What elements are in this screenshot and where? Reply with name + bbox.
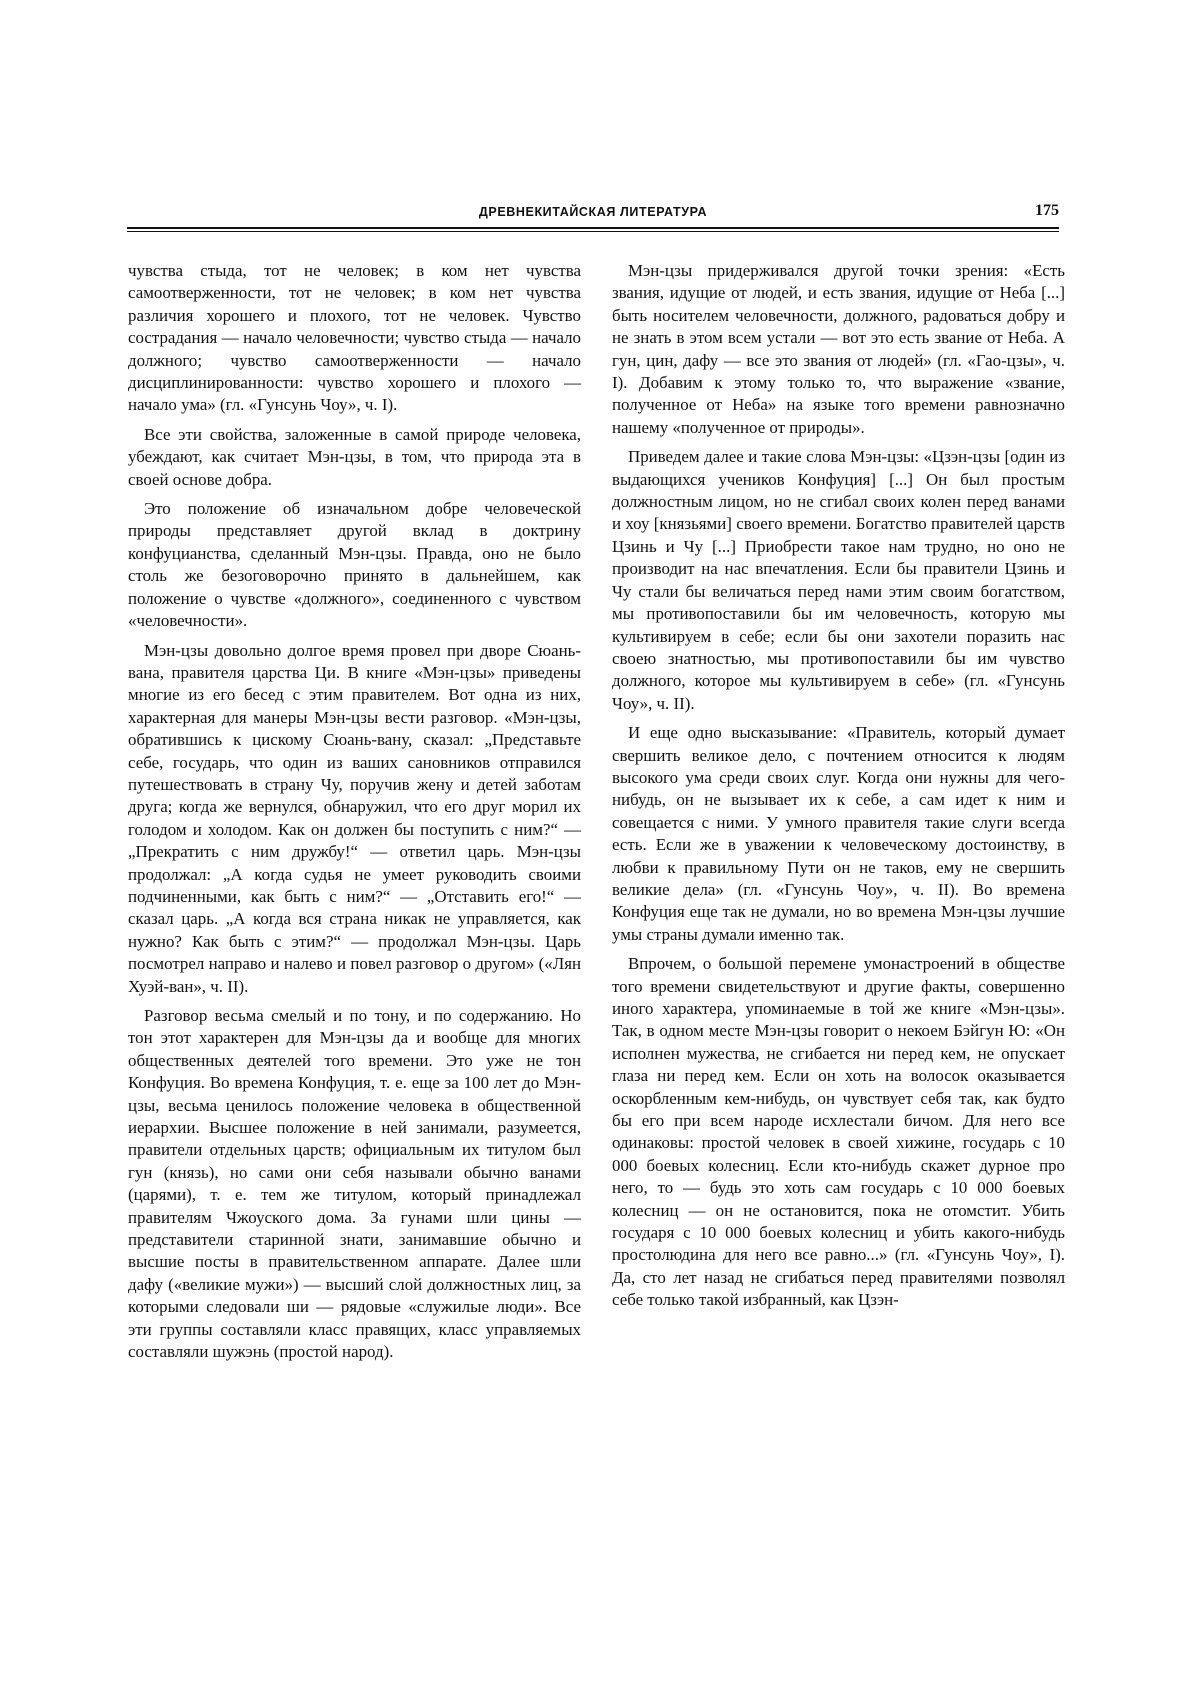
running-header-title: ДРЕВНЕКИТАЙСКАЯ ЛИТЕРАТУРА: [478, 205, 708, 219]
paragraph: Разговор весьма смелый и по тону, и по содержанию. Но тон этот характерен для Мэн-цзы да и вообще для многих общественных деятелей того времени. Это уже не тон Конфуция. Во времена Конфуция, т. е. еще за 100 лет до Мэн-цзы, весьма ценилось положение человека в общественной иерархии. Высшее положение в ней занимали, разумеется, правители отдельных царств; официальным их титулом был гун (князь), но сами они себя называли обычно ванами (царями), т. е. тем же титулом, который принадлежал правителям Чжоуского дома. За гунами шли цины — представители старинной знати, занимавшие обычно и высшие посты в правительственном аппарате. Далее шли дафу («великие мужи») — высший слой должностных лиц, за которыми следовали ши — рядовые «служилые люди». Все эти группы составляли класс правящих, класс управляемых составляли шужэнь (простой народ).: [128, 1006, 581, 1362]
page-number: 175: [1035, 202, 1059, 219]
right-column: [612, 260, 1065, 1319]
paragraph: Приведем далее и такие слова Мэн-цзы: «Цзэн-цзы [один из выдающихся учеников Конфуция] [...] Он был простым должностным лицом, но не сгибал своих колен перед ванами и хоу [князьями] своего времени. Богатство правителей царств Цзинь и Чу [...] Приобрести такое нам трудно, но оно не производит на нас впечатления. Если бы правители Цзинь и Чу стали бы величаться перед нами этим своим богатством, мы противопоставили бы им человечность, которую мы культивируем в себе; если бы они захотели поразить нас своею знатностью, мы противопоставили бы им чувство должного, которое мы культивируем в себе» (гл. «Гунсунь Чоу», ч. II).: [612, 447, 1065, 713]
paragraph: Мэн-цзы довольно долгое время провел при дворе Сюань-вана, правителя царства Ци. В книге «Мэн-цзы» приведены многие из его бесед с этим правителем. Вот одна из них, характерная для манеры Мэн-цзы вести разговор. «Мэн-цзы, обратившись к цискому Сюань-вану, сказал: „Представьте себе, государь, что один из ваших сановников отправился путешествовать в страну Чу, поручив жену и детей заботам друга; когда же вернулся, обнаружил, что его друг морил их голодом и холодом. Как он должен бы поступить с ним?“ — „Прекратить с ним дружбу!“ — ответил царь. Мэн-цзы продолжал: „А когда судья не умеет руководить своими подчиненными, как быть с ним?“ — „Отставить его!“ — сказал царь. „А когда вся страна никак не управляется, как нужно? Как быть с этим?“ — продолжал Мэн-цзы. Царь посмотрел направо и налево и повел разговор о другом» («Лян Хуэй-ван», ч. II).: [128, 640, 581, 996]
paragraph: Впрочем, о большой перемене умонастроений в обществе того времени свидетельствуют и другие факты, совершенно иного характера, упоминаемые в той же книге «Мэн-цзы». Так, в одном месте Мэн-цзы говорит о некоем Бэйгун Ю: «Он исполнен мужества, не сгибается ни перед кем, не опускает глаза ни перед кем. Если он хоть на волосок оказывается оскорбленным кем-нибудь, он чувствует себя так, как будто бы его при всем народе исхлестали бичом. Для него все одинаковы: простой человек в своей хижине, государь с 10 000 боевых колесниц. Если кто-нибудь скажет дурное про него, то — будь это хоть сам государь с 10 000 боевых колесниц — он не остановится, пока не отомстит. Убить государя с 10 000 боевых колесниц и убить какого-нибудь простолюдина для него все равно...» (гл. «Гунсунь Чоу», I). Да, сто лет назад не сгибаться перед правителями позволял себе только такой избранный, как Цзэн-: [612, 954, 1065, 1310]
running-header: [127, 202, 1059, 227]
paragraph: чувства стыда, тот не человек; в ком нет чувства самоотверженности, тот не человек; в ком нет чувства различия хорошего и плохого, тот не человек. Чувство сострадания — начало человечности; чувство стыда — начало должного; чувство самоотверженности — начало дисциплинированности: чувство хорошего и плохого — начало ума» (гл. «Гунсунь Чоу», ч. I).: [128, 261, 581, 415]
header-rule: [127, 227, 1059, 232]
left-column: [128, 260, 581, 1371]
paragraph: Это положение об изначальном добре человеческой природы представляет другой вклад в доктрину конфуцианства, сделанный Мэн-цзы. Правда, оно не было столь же безоговорочно принято в дальнейшем, как положение о чувстве «должного», соединенного с чувством «человечности».: [128, 499, 581, 631]
paragraph: Все эти свойства, заложенные в самой природе человека, убеждают, как считает Мэн-цзы, в том, что природа эта в своей основе добра.: [128, 424, 581, 489]
paragraph: Мэн-цзы придерживался другой точки зрения: «Есть звания, идущие от людей, и есть звания, идущие от Неба [...] быть носителем человечности, должного, радоваться добру и не знать в этом всем устали — вот это есть звание от Неба. А гун, цин, дафу — все это звания от людей» (гл. «Гао-цзы», ч. I). Добавим к этому только то, что выражение «звание, полученное от Неба» на языке того времени равнозначно нашему «полученное от природы».: [612, 261, 1065, 437]
paragraph: И еще одно высказывание: «Правитель, который думает свершить великое дело, с почтением относится к людям высокого ума среди своих слуг. Когда они нужны для чего-нибудь, он не вызывает их к себе, а сам идет к ним и совещается с ними. У умного правителя такие слуги всегда есть. Если же в уважении к человеческому достоинству, в любви к правильному Пути он не таков, ему не свершить великие дела» (гл. «Гунсунь Чоу», ч. II). Во времена Конфуция еще так не думали, но во времена Мэн-цзы лучшие умы страны думали именно так.: [612, 723, 1065, 944]
